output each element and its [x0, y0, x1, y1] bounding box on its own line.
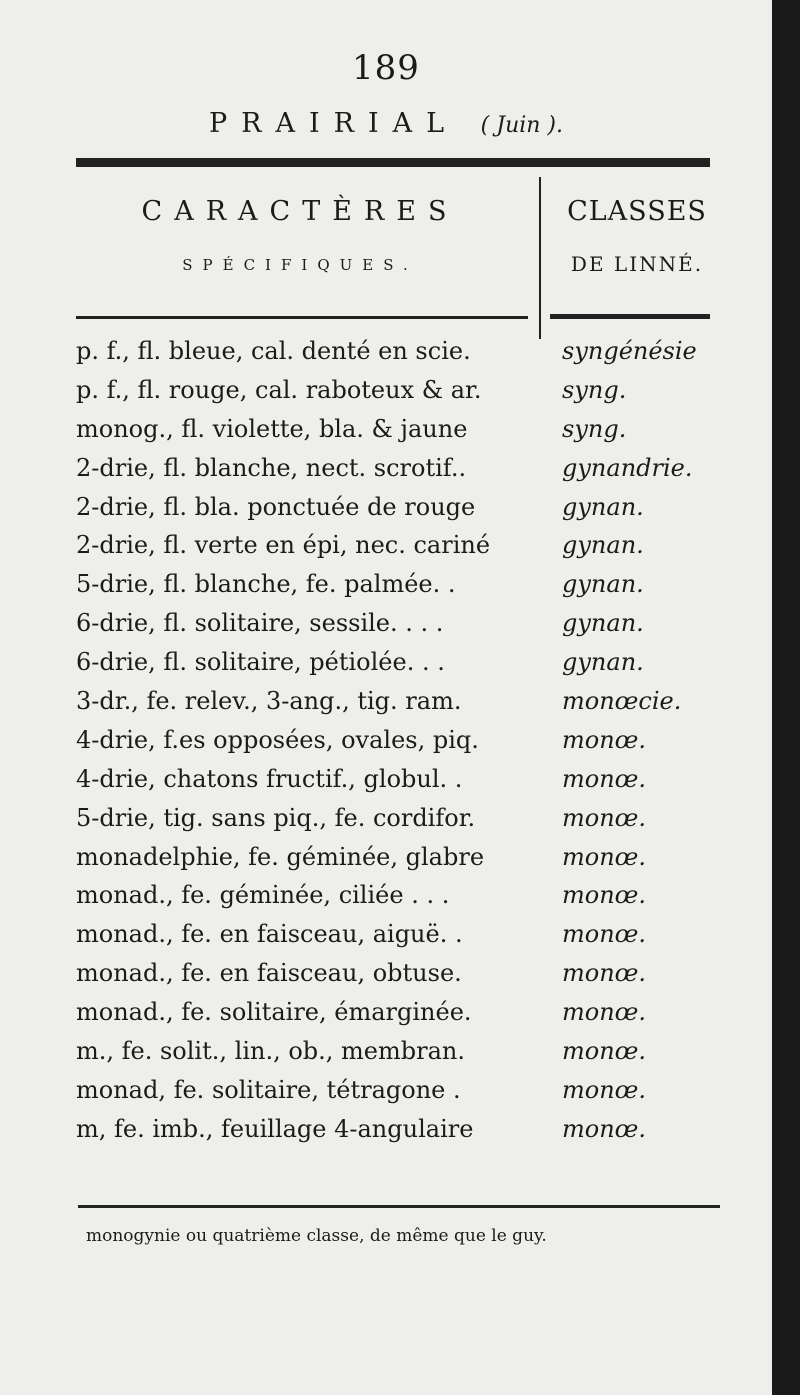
caracteres-cell: 2-drie, fl. bla. ponctuée de rouge	[76, 492, 476, 521]
classe-cell: monœ.	[562, 764, 647, 793]
classe-cell: gynan.	[562, 648, 644, 677]
classe-cell: monœ.	[562, 1114, 647, 1143]
classe-cell: gynan.	[562, 609, 644, 638]
classe-cell: syng.	[562, 375, 627, 404]
running-head	[0, 108, 772, 139]
footnote: monogynie ou quatrième classe, de même que le guy.	[86, 1226, 547, 1246]
header-de-linne: DE LINNÉ.	[570, 252, 704, 276]
caracteres-cell: m, fe. imb., feuillage 4-angulaire	[76, 1114, 474, 1143]
footer-rule	[78, 1205, 720, 1208]
caracteres-cell: 5-drie, tig. sans piq., fe. cordifor.	[76, 803, 476, 832]
caracteres-cell: 4-drie, chatons fructif., globul. .	[76, 764, 463, 793]
header-rule-left	[76, 316, 528, 319]
caracteres-cell: monad., fe. solitaire, émarginée.	[76, 998, 472, 1027]
table-row	[76, 1110, 726, 1149]
header-rule	[76, 158, 710, 167]
caracteres-cell: p. f., fl. rouge, cal. raboteux & ar.	[76, 375, 482, 404]
table-row	[76, 954, 726, 993]
classe-cell: monœ.	[562, 842, 647, 871]
classe-cell: monœ.	[562, 725, 647, 754]
table-row	[76, 876, 726, 915]
caracteres-cell: monad., fe. en faisceau, aiguë. .	[76, 920, 463, 949]
species-table	[76, 332, 726, 1149]
caracteres-cell: 6-drie, fl. solitaire, sessile. . . .	[76, 609, 444, 638]
table-row	[76, 526, 726, 565]
caracteres-cell: 3-dr., fe. relev., 3-ang., tig. ram.	[76, 687, 462, 716]
table-row	[76, 643, 726, 682]
table-row	[76, 682, 726, 721]
table-row	[76, 993, 726, 1032]
caracteres-cell: 5-drie, fl. blanche, fe. palmée. .	[76, 570, 456, 599]
table-row	[76, 1071, 726, 1110]
column-divider	[539, 177, 541, 339]
header-specifiques: SPÉCIFIQUES.	[182, 256, 418, 274]
caracteres-cell: 2-drie, fl. blanche, nect. scrotif..	[76, 453, 467, 482]
classe-cell: syngénésie	[562, 337, 697, 365]
table-row	[76, 1032, 726, 1071]
classe-cell: syng.	[562, 414, 627, 443]
caracteres-cell: p. f., fl. bleue, cal. denté en scie.	[76, 337, 471, 365]
header-caracteres: CARACTÈRES	[141, 196, 459, 227]
classe-cell: monœ.	[562, 920, 647, 949]
table-row	[76, 371, 726, 410]
table-row	[76, 799, 726, 838]
classe-cell: monœ.	[562, 1037, 647, 1066]
page-number: 189	[352, 48, 420, 88]
header-rule-right	[550, 314, 710, 319]
table-row	[76, 915, 726, 954]
classe-cell: monœcie.	[562, 687, 682, 716]
caracteres-cell: monad., fe. en faisceau, obtuse.	[76, 959, 462, 988]
table-row	[76, 721, 726, 760]
caracteres-cell: 2-drie, fl. verte en épi, nec. cariné	[76, 531, 491, 560]
classe-cell: gynan.	[562, 570, 644, 599]
caracteres-cell: monadelphie, fe. géminée, glabre	[76, 842, 485, 871]
classe-cell: gynan.	[562, 492, 644, 521]
header-classes: CLASSES	[567, 196, 707, 227]
table-row	[76, 604, 726, 643]
caracteres-cell: monad., fe. géminée, ciliée . . .	[76, 881, 450, 910]
table-row	[76, 449, 726, 488]
table-row	[76, 565, 726, 604]
caracteres-cell: 4-drie, f.es opposées, ovales, piq.	[76, 725, 479, 754]
month-title: PRAIRIAL	[208, 108, 459, 139]
classe-cell: gynan.	[562, 531, 644, 560]
caracteres-cell: monad, fe. solitaire, tétragone .	[76, 1075, 461, 1104]
caracteres-cell: monog., fl. violette, bla. & jaune	[76, 414, 468, 443]
classe-cell: monœ.	[562, 803, 647, 832]
classe-cell: gynandrie.	[562, 453, 693, 482]
caracteres-cell: 6-drie, fl. solitaire, pétiolée. . .	[76, 648, 445, 677]
classe-cell: monœ.	[562, 881, 647, 910]
table-row	[76, 410, 726, 449]
classe-cell: monœ.	[562, 959, 647, 988]
caracteres-cell: m., fe. solit., lin., ob., membran.	[76, 1037, 465, 1066]
classe-cell: monœ.	[562, 998, 647, 1027]
table-row	[76, 760, 726, 799]
month-translation: ( Juin ).	[480, 113, 564, 138]
table-row	[76, 332, 726, 371]
classe-cell: monœ.	[562, 1075, 647, 1104]
table-row	[76, 488, 726, 527]
table-row	[76, 838, 726, 877]
